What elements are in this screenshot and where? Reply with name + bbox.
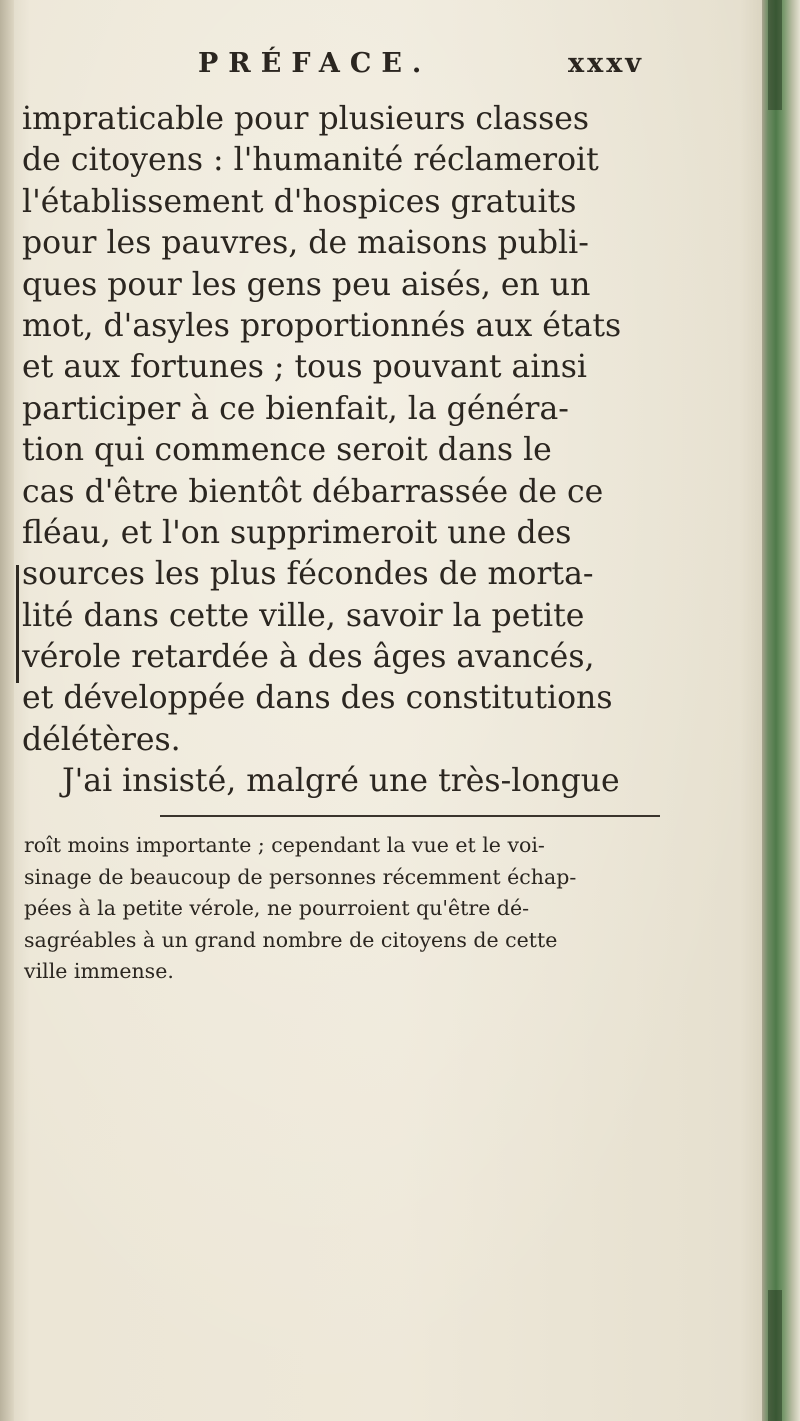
text-line: de citoyens : l'humanité réclameroit	[22, 142, 599, 179]
footnote-line: sinage de beaucoup de personnes récemment échap-	[24, 864, 577, 889]
text-line: pour les pauvres, de maisons publi-	[22, 225, 589, 262]
book-edge-shadow	[768, 1290, 782, 1421]
book-edge-shadow	[768, 0, 782, 110]
text-line: tion qui commence seroit dans le	[22, 432, 552, 469]
text-line: lité dans cette ville, savoir la petite	[22, 597, 585, 634]
footnote-line: pées à la petite vérole, ne pourroient qu'être dé-	[24, 896, 530, 921]
footnote-line: ville immense.	[24, 959, 174, 984]
text-line: impraticable pour plusieurs classes	[22, 101, 590, 137]
text-line: ques pour les gens peu aisés, en un	[22, 266, 591, 303]
text-line: sources les plus fécondes de morta-	[22, 556, 594, 593]
footnote-rule	[160, 815, 660, 817]
text-line: vérole retardée à des âges avancés,	[22, 639, 595, 676]
paragraph-start: J'ai insisté, malgré une très-longue	[62, 763, 620, 800]
header-title: PRÉFACE.	[198, 48, 432, 79]
text-line: délétères.	[22, 721, 181, 758]
footnote	[24, 830, 744, 988]
text-line: cas d'être bientôt débarrassée de ce	[22, 473, 604, 510]
body-text	[22, 99, 750, 803]
footnote-line: sagréables à un grand nombre de citoyens de cette	[24, 927, 558, 952]
text-line: fléau, et l'on supprimeroit une des	[22, 514, 572, 551]
page-gutter	[0, 0, 14, 1421]
page-number: xxxv	[568, 48, 644, 79]
text-line: mot, d'asyles proportionnés aux états	[22, 307, 622, 344]
text-line: et développée dans des constitutions	[22, 680, 613, 717]
running-header	[198, 48, 718, 88]
footnote-line: roît moins importante ; cependant la vue et le voi-	[24, 833, 545, 857]
text-line: participer à ce bienfait, la généra-	[22, 390, 569, 427]
margin-mark	[16, 565, 19, 683]
text-line: l'établissement d'hospices gratuits	[22, 183, 577, 220]
book-edge	[762, 0, 800, 1421]
text-line: et aux fortunes ; tous pouvant ainsi	[22, 349, 587, 386]
